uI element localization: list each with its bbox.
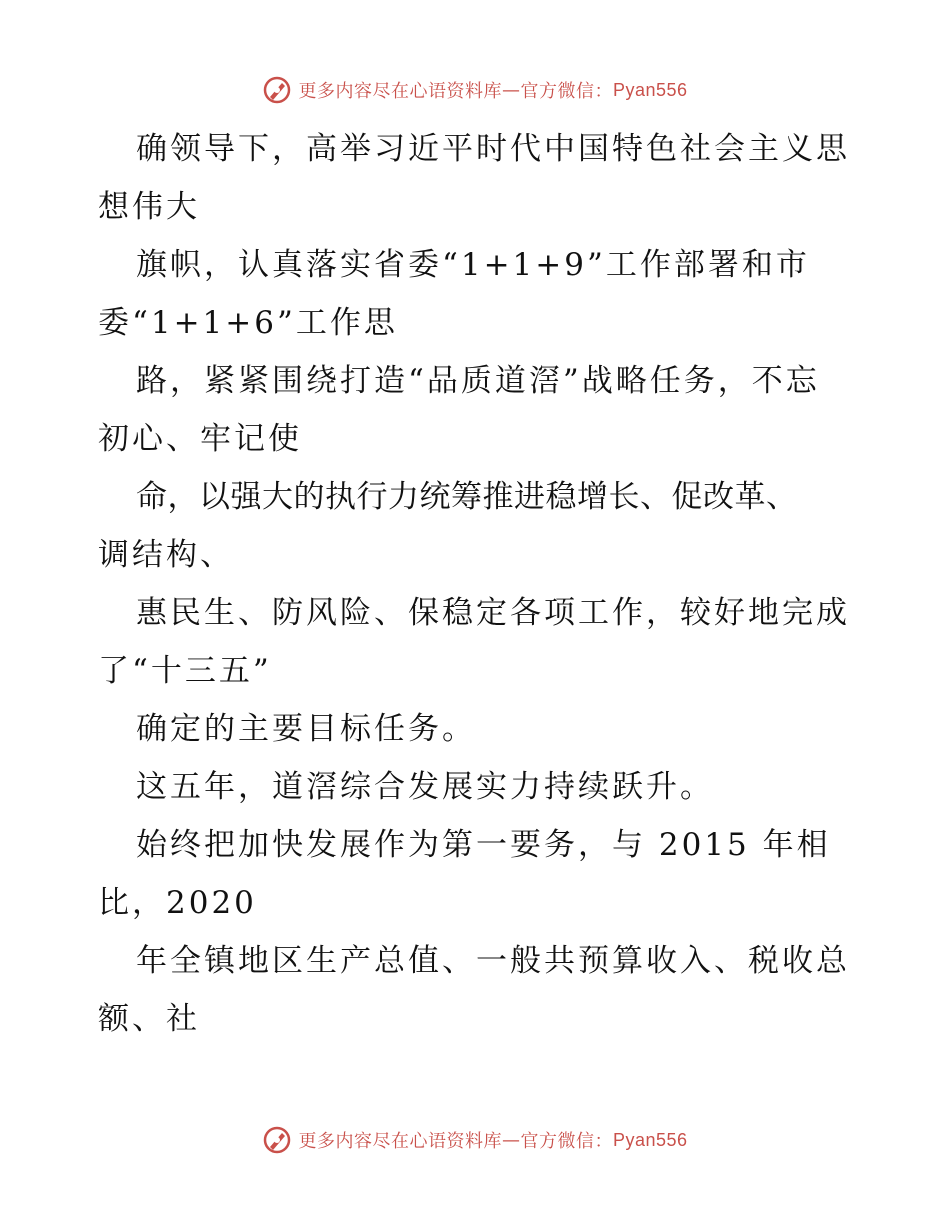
header-watermark — [0, 70, 950, 110]
watermark-contact-label: 官方微信： — [520, 81, 613, 102]
watermark-dash: — — [501, 79, 521, 101]
text-line-10: 了“十三五” — [98, 653, 272, 689]
watermark-site-text: 更多内容尽在心语资料库 — [298, 81, 502, 102]
text-line-6: 初心、牢记使 — [98, 421, 302, 457]
watermark-contact-id: Pyan556 — [612, 79, 688, 100]
text-line-7: 命，以强大的执行力统筹推进稳增长、促改革、 — [136, 479, 798, 515]
text-line-5: 路，紧紧围绕打造“品质道滘”战略任务，不忘 — [136, 363, 820, 399]
text-line-3: 旗帜，认真落实省委“1+1+9”工作部署和市 — [136, 247, 810, 283]
text-line-2: 想伟大 — [98, 189, 200, 225]
text-line-16: 额、社 — [98, 1001, 200, 1037]
footer-watermark — [0, 1120, 950, 1160]
watermark-contact-label: 官方微信： — [520, 1131, 613, 1152]
pen-logo-icon — [262, 1125, 292, 1155]
text-line-15: 年全镇地区生产总值、一般共预算收入、税收总 — [136, 943, 850, 979]
text-line-9: 惠民生、防风险、保稳定各项工作，较好地完成 — [136, 595, 850, 631]
watermark-contact-id: Pyan556 — [612, 1129, 688, 1150]
text-line-4: 委“1+1+6”工作思 — [98, 305, 398, 341]
text-line-8: 调结构、 — [98, 537, 234, 573]
watermark-dash: — — [501, 1129, 521, 1151]
pen-logo-icon — [262, 75, 292, 105]
text-line-14: 比，2020 — [98, 885, 257, 921]
text-line-1: 确领导下，高举习近平时代中国特色社会主义思 — [136, 131, 850, 167]
document-body — [98, 120, 858, 1048]
text-line-12: 这五年，道滘综合发展实力持续跃升。 — [136, 769, 714, 805]
watermark-site-text: 更多内容尽在心语资料库 — [298, 1131, 502, 1152]
text-line-13: 始终把加快发展作为第一要务，与 2015 年相 — [136, 827, 831, 863]
text-line-11: 确定的主要目标任务。 — [136, 711, 476, 747]
